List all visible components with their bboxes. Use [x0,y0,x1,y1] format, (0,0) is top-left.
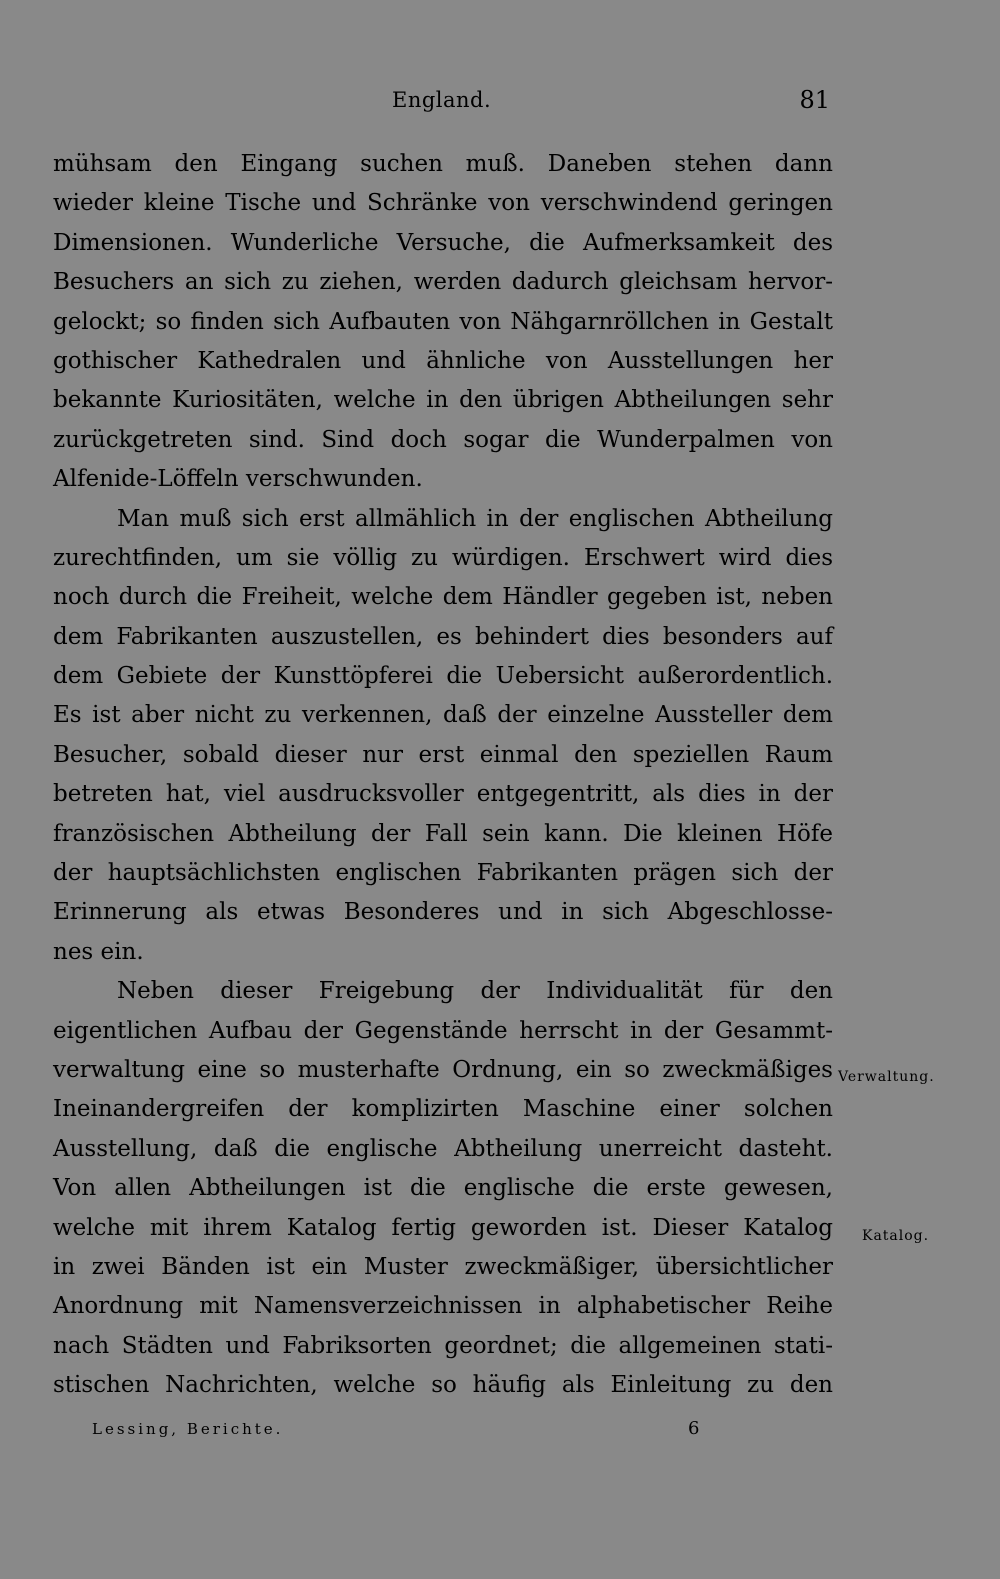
text-line: französischen Abtheilung der Fall sein kann. Die kleinen Höfe [53,820,833,847]
text-line: gothischer Kathedralen und ähnliche von Ausstellungen her [53,347,833,374]
text-line: mühsam den Eingang suchen muß. Daneben stehen dann [53,151,833,177]
body-text [53,145,833,1406]
text-line: welche mit ihrem Katalog fertig geworden ist. Dieser Katalog [53,1214,833,1241]
text-line: Von allen Abtheilungen ist die englische die erste gewesen, [53,1175,833,1202]
paragraph-start-line: Man muß sich erst allmählich in der englischen Abtheilung [117,505,833,532]
text-line: Dimensionen. Wunderliche Versuche, die Aufmerksamkeit des [53,229,833,256]
text-line: Es ist aber nicht zu verkennen, daß der einzelne Aussteller dem [53,702,833,729]
page-number: 81 [799,86,830,114]
running-head [0,84,1000,120]
text-line: Erinnerung als etwas Besonderes und in sich Abgeschlosse- [53,899,833,926]
text-line: stischen Nachrichten, welche so häufig als Einleitung zu den [53,1372,833,1399]
text-line: betreten hat, viel ausdrucksvoller entgegentritt, als dies in der [53,781,833,808]
margin-note-katalog: Katalog. [862,1228,930,1244]
text-line: in zwei Bänden ist ein Muster zweckmäßiger, übersichtlicher [53,1253,833,1280]
signature-mark: Lessing, Berichte. [92,1420,284,1438]
text-line: Ineinandergreifen der komplizirten Maschine einer solchen [53,1096,833,1123]
text-line: Besuchers an sich zu ziehen, werden dadurch gleichsam hervor- [53,269,833,296]
text-line: Alfenide-Löffeln verschwunden. [53,466,423,493]
text-line: bekannte Kuriositäten, welche in den übrigen Abtheilungen sehr [53,387,833,414]
text-line: gelockt; so finden sich Aufbauten von Nähgarnröllchen in Gestalt [53,308,833,335]
text-line: dem Fabrikanten auszustellen, es behindert dies besonders auf [53,623,833,650]
text-line: verwaltung eine so musterhafte Ordnung, ein so zweckmäßiges [53,1056,833,1083]
text-line: Anordnung mit Namensverzeichnissen in alphabetischer Reihe [53,1293,833,1320]
text-line: zurückgetreten sind. Sind doch sogar die Wunderpalmen von [53,426,833,453]
paragraph-start-line: Neben dieser Freigebung der Individualität für den [117,978,833,1005]
text-line: eigentlichen Aufbau der Gegenstände herrscht in der Gesammt- [53,1017,833,1044]
text-line: noch durch die Freiheit, welche dem Händler gegeben ist, neben [53,584,833,611]
text-line: wieder kleine Tische und Schränke von verschwindend geringen [53,190,833,217]
text-line: nes ein. [53,938,144,965]
text-line: zurechtfinden, um sie völlig zu würdigen. Erschwert wird dies [53,544,833,571]
text-line: nach Städten und Fabriksorten geordnet; die allgemeinen stati- [53,1332,833,1359]
text-line: dem Gebiete der Kunsttöpferei die Uebersicht außerordentlich. [53,663,833,690]
text-line: Ausstellung, daß die englische Abtheilung unerreicht dasteht. [53,1135,833,1162]
page-footer [0,1416,1000,1446]
text-line: der hauptsächlichsten englischen Fabrikanten prägen sich der [53,860,833,887]
sheet-number: 6 [688,1418,700,1439]
text-line: Besucher, sobald dieser nur erst einmal den speziellen Raum [53,741,833,768]
running-title: England. [392,88,492,112]
margin-note-verwaltung: Verwaltung. [838,1069,935,1085]
